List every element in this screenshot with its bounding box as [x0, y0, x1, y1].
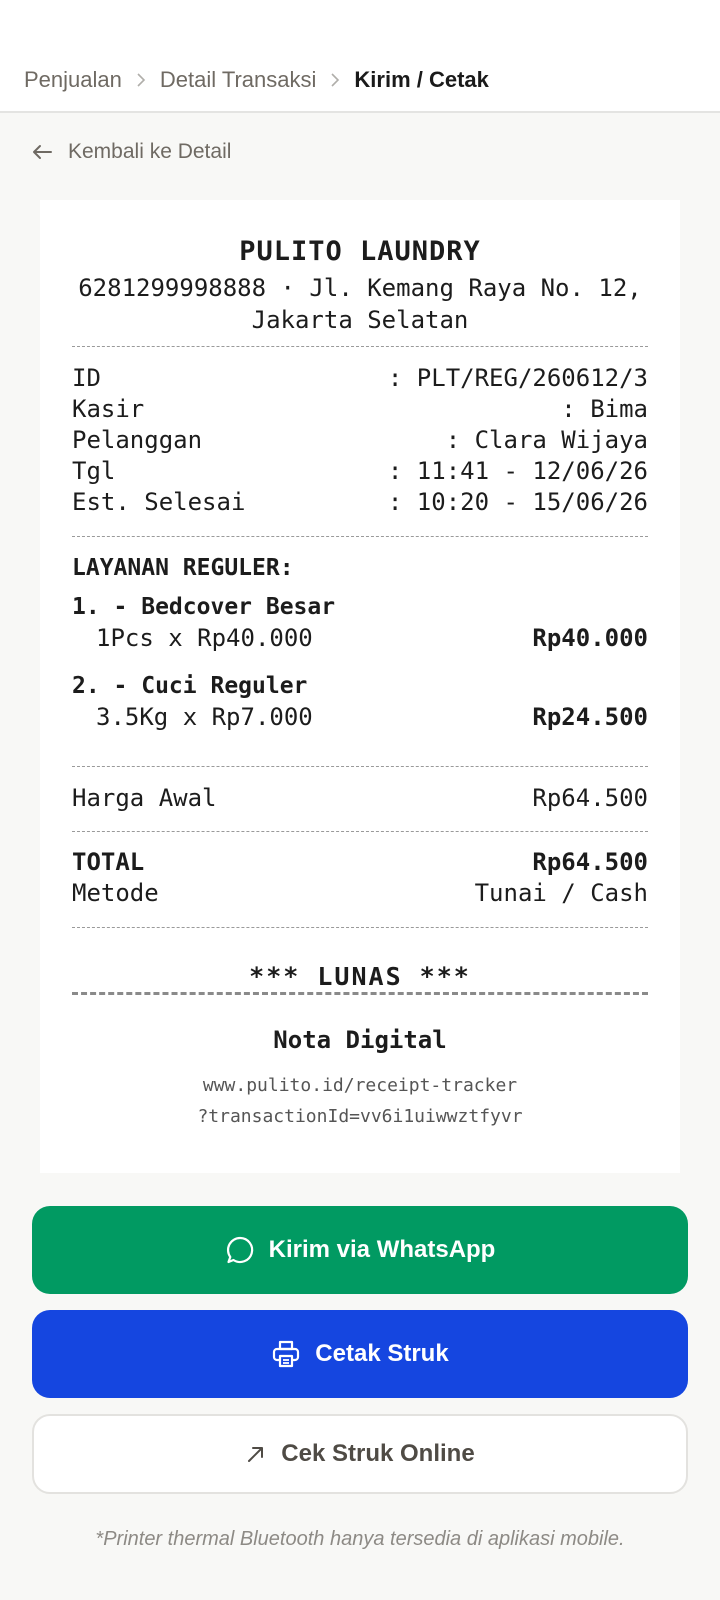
chat-bubble-icon	[225, 1235, 255, 1265]
external-arrow-icon	[245, 1443, 267, 1465]
chevron-right-icon	[136, 73, 146, 87]
service-section-title: LAYANAN REGULER:	[72, 555, 294, 581]
info-row-kasir	[72, 393, 648, 425]
subtotal-value: Rp64.500	[532, 784, 648, 812]
info-value: : 10:20 - 15/06/26	[387, 488, 648, 516]
info-label: Tgl	[72, 457, 116, 485]
item-name: 1. - Bedcover Besar	[72, 594, 336, 620]
breadcrumb-item-current: Kirim / Cetak	[354, 67, 489, 92]
print-receipt-button[interactable]	[32, 1310, 688, 1398]
subtotal-row	[72, 782, 648, 814]
divider	[72, 536, 648, 537]
info-row-id	[72, 362, 648, 394]
store-name: PULITO LAUNDRY	[239, 236, 481, 267]
store-address-line1: 6281299998888 · Jl. Kemang Raya No. 12,	[78, 274, 642, 302]
divider	[72, 766, 648, 767]
method-value: Tunai / Cash	[474, 879, 648, 907]
divider	[72, 992, 648, 995]
store-address-line2: Jakarta Selatan	[251, 306, 469, 334]
divider	[72, 831, 648, 832]
info-label: Est. Selesai	[72, 488, 246, 516]
info-label: Pelanggan	[72, 426, 203, 454]
item-name: 2. - Cuci Reguler	[72, 673, 308, 699]
digital-receipt-title: Nota Digital	[273, 1026, 447, 1054]
method-row	[72, 877, 648, 909]
info-row-tgl	[72, 455, 648, 487]
divider	[72, 346, 648, 347]
send-whatsapp-button[interactable]	[32, 1206, 688, 1294]
item-amount: Rp24.500	[532, 703, 648, 731]
breadcrumb	[24, 66, 489, 94]
top-bar	[0, 0, 720, 113]
payment-status: *** LUNAS ***	[249, 962, 471, 991]
back-to-detail-link[interactable]	[32, 140, 231, 164]
info-value: : Bima	[561, 395, 648, 423]
info-value: : PLT/REG/260612/3	[387, 364, 648, 392]
back-link-label: Kembali ke Detail	[68, 140, 232, 163]
breadcrumb-item-detail-transaksi[interactable]: Detail Transaksi	[159, 67, 317, 92]
check-receipt-online-label: Cek Struk Online	[281, 1440, 475, 1467]
item-line	[72, 622, 648, 654]
printer-icon	[271, 1339, 301, 1369]
total-label: TOTAL	[72, 848, 145, 876]
info-row-est-selesai	[72, 486, 648, 518]
send-whatsapp-label: Kirim via WhatsApp	[268, 1236, 496, 1263]
check-receipt-online-button[interactable]	[32, 1414, 688, 1494]
item-detail: 3.5Kg x Rp7.000	[96, 703, 313, 731]
subtotal-label: Harga Awal	[72, 784, 217, 812]
item-detail: 1Pcs x Rp40.000	[96, 624, 313, 652]
info-label: Kasir	[72, 395, 145, 423]
method-label: Metode	[72, 879, 159, 907]
info-label: ID	[72, 364, 101, 392]
breadcrumb-item-penjualan[interactable]: Penjualan	[24, 67, 122, 92]
chevron-right-icon	[330, 73, 340, 87]
info-row-pelanggan	[72, 424, 648, 456]
digital-receipt-url: www.pulito.id/receipt-tracker	[202, 1075, 518, 1096]
info-value: : Clara Wijaya	[445, 426, 648, 454]
total-value: Rp64.500	[532, 848, 648, 876]
item-amount: Rp40.000	[532, 624, 648, 652]
digital-receipt-url-query: ?transactionId=vv6i1uiwwztfyvr	[197, 1106, 523, 1127]
total-row	[72, 846, 648, 878]
print-receipt-label: Cetak Struk	[315, 1340, 449, 1367]
item-line	[72, 701, 648, 733]
receipt-preview	[40, 200, 680, 1173]
divider	[72, 927, 648, 928]
arrow-left-icon	[32, 144, 52, 160]
info-value: : 11:41 - 12/06/26	[387, 457, 648, 485]
printer-footnote: *Printer thermal Bluetooth hanya tersedia di aplikasi mobile.	[95, 1528, 625, 1550]
store-address	[72, 272, 648, 336]
